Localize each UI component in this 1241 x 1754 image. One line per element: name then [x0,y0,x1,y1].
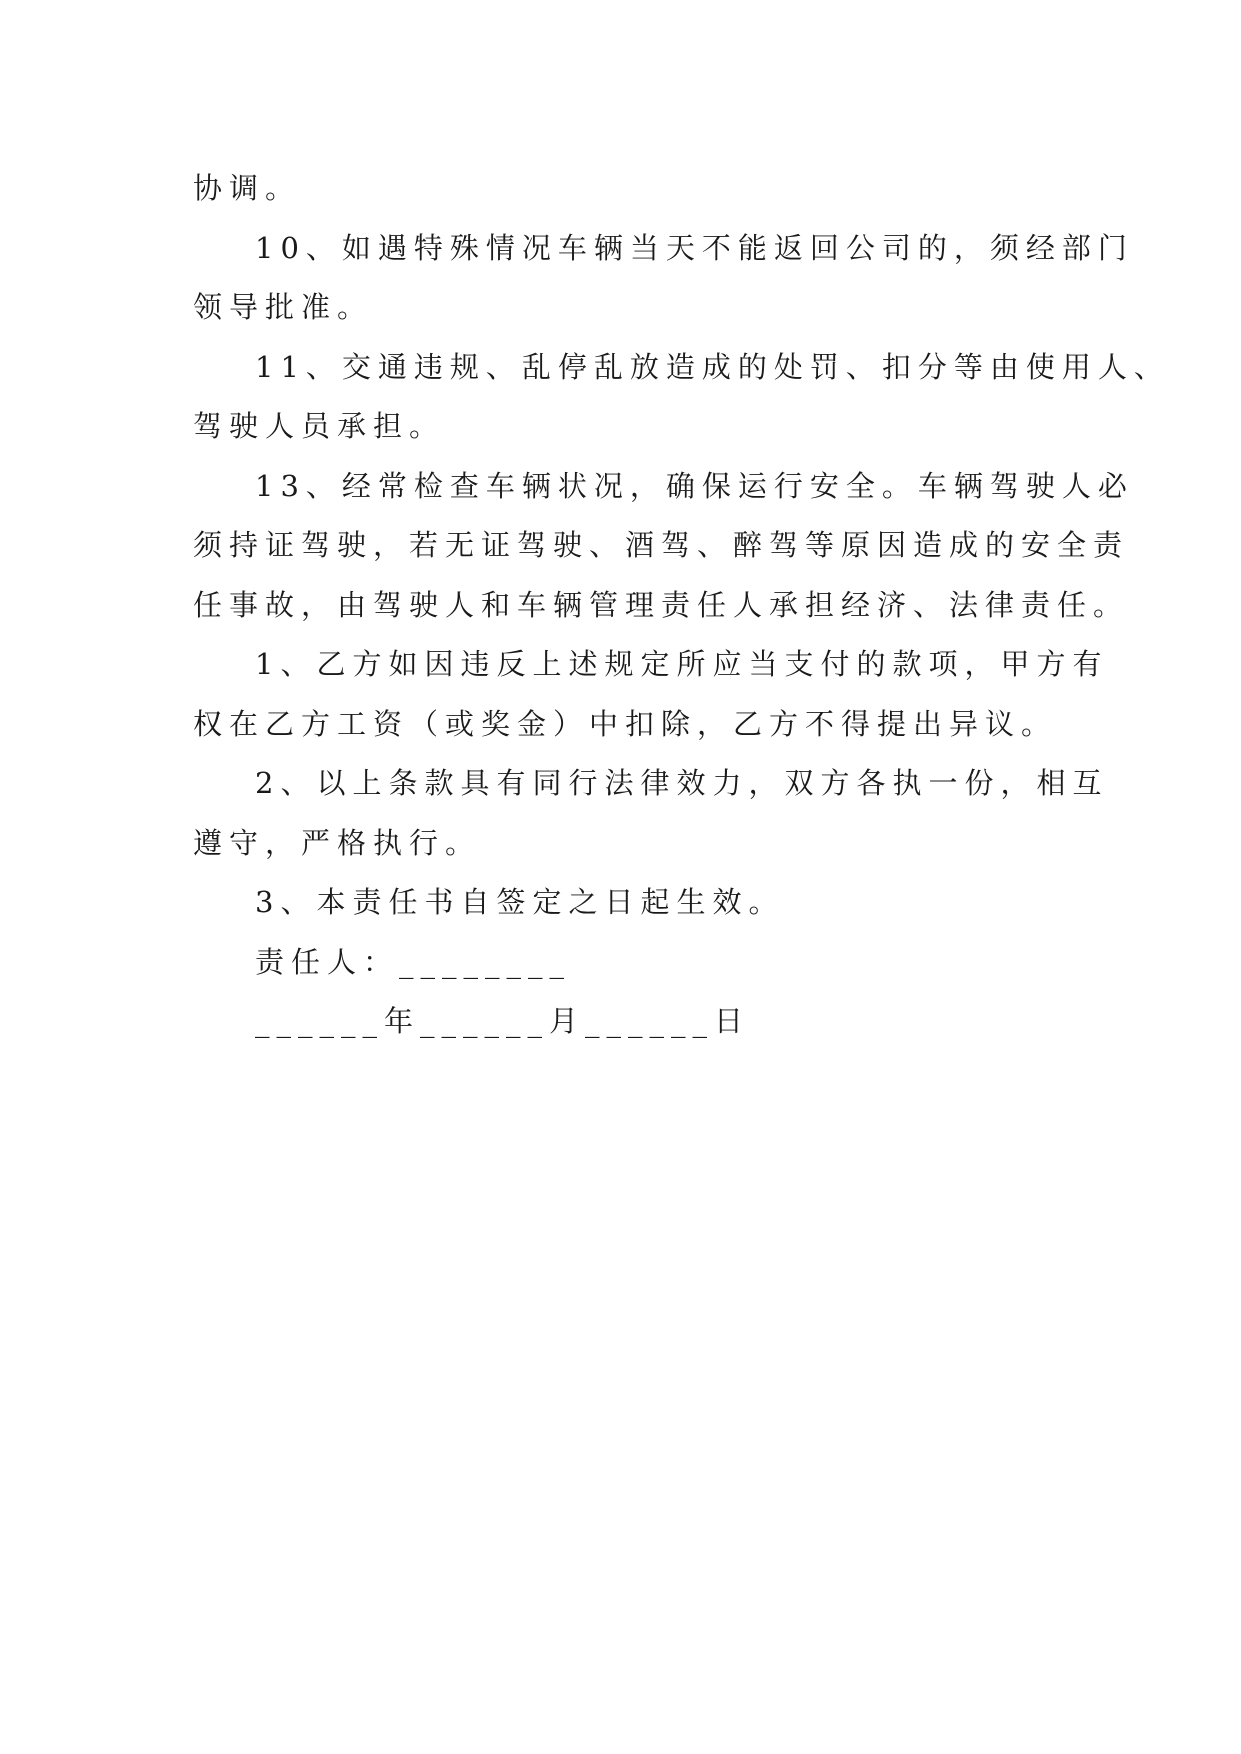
clause-11-line-1: 11、交通违规、乱停乱放造成的处罚、扣分等由使用人、 [255,349,1170,384]
term-1-line-1: 1、乙方如因违反上述规定所应当支付的款项，甲方有 [255,647,1109,681]
clause-10-line-2: 领导批准。 [193,290,374,324]
date-line: ______年______月______日 [255,1004,751,1038]
clause-13-line-3: 任事故，由驾驶人和车辆管理责任人承担经济、法律责任。 [193,587,1130,622]
document-body [193,159,1170,1052]
clause-10-line-1: 10、如遇特殊情况车辆当天不能返回公司的，须经部门 [255,230,1134,265]
text-line: 协调。 [193,171,302,205]
clause-11-line-2: 驾驶人员承担。 [193,409,446,443]
clause-13-line-1: 13、经常检查车辆状况，确保运行安全。车辆驾驶人必 [255,468,1134,503]
term-2-line-2: 遵守，严格执行。 [193,825,482,860]
term-2-line-1: 2、以上条款具有同行法律效力，双方各执一份，相互 [255,766,1109,800]
clause-13-line-2: 须持证驾驶，若无证驾驶、酒驾、醉驾等原因造成的安全责 [193,528,1130,562]
signature-line: 责任人：________ [255,944,572,979]
term-1-line-2: 权在乙方工资（或奖金）中扣除，乙方不得提出异议。 [193,706,1058,741]
term-3-line: 3、本责任书自签定之日起生效。 [255,885,785,919]
